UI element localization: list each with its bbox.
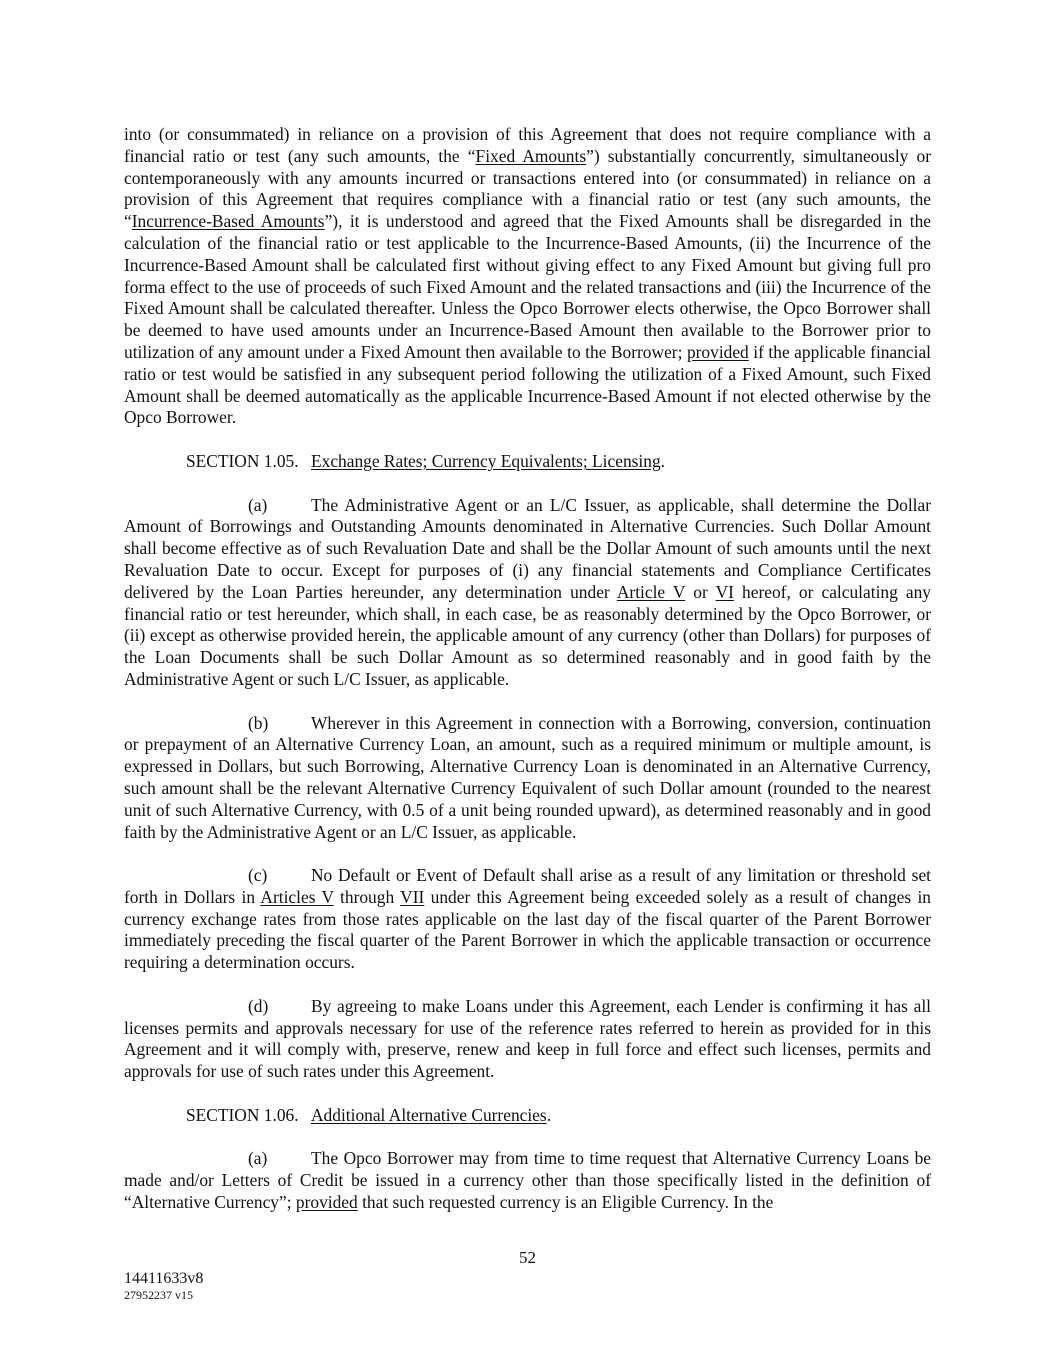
paragraph-text: By agreeing to make Loans under this Agreement, each Lender is confirming it has all licenses permits and approvals necessary for use of the reference rates referred to herein as provided for in this Agreement and it will comply with, preserve, renew and keep in full force and effect such licenses, permits and approvals for use of such rates under this Agreement.	[124, 995, 931, 1082]
paragraph-text: The Administrative Agent or an L/C Issuer, as applicable, shall determine the Dollar Amount of Borrowings and Outstanding Amounts denominated in Alternative Currencies. Such Dollar Amount shall become effective as of such Revaluation Date and shall be the Dollar Amount of such amounts until the next Revaluation Date to occur. Except for purposes of (i) any financial statements and Compliance Certificates delivered by the Loan Parties hereunder, any determination under	[124, 494, 931, 602]
paragraph-label: (c)	[248, 865, 268, 886]
paragraph-text: or	[685, 581, 716, 602]
paragraph-text: No Default or Event of Default shall arise as a result of any limitation or threshold set forth in Dollars in	[124, 865, 931, 907]
paragraph-1-05-d	[124, 996, 931, 1083]
section-number: SECTION 1.06.	[186, 1104, 299, 1125]
paragraph-1-05-b	[124, 713, 931, 844]
paragraph-label: (a)	[248, 494, 268, 515]
section-title-period: .	[546, 1104, 552, 1125]
section-title-period: .	[660, 450, 665, 471]
document-id-primary: 14411633v8	[124, 1270, 204, 1287]
paragraph-1-05-a	[124, 495, 931, 691]
page-number: 52	[519, 1248, 536, 1267]
paragraph-label: (b)	[248, 712, 269, 733]
paragraph-1-05-c	[124, 865, 931, 974]
defined-term-fixed-amounts: Fixed Amounts	[475, 145, 587, 166]
paragraph-text: through	[333, 886, 401, 907]
paragraph-label: (d)	[248, 995, 269, 1016]
section-number: SECTION 1.05.	[186, 450, 299, 471]
paragraph-label: (a)	[248, 1148, 268, 1169]
cross-reference-vi: VI	[715, 581, 734, 602]
paragraph-text: The Opco Borrower may from time to time request that Alternative Currency Loans be made and/or Letters of Credit be issued in a currency other than those specifically listed in the definition of “Alternative Currency”;	[124, 1148, 931, 1213]
paragraph-1-06-a	[124, 1148, 931, 1213]
section-1-06-heading	[124, 1105, 931, 1127]
cross-reference-articles-v: Articles V	[260, 886, 334, 907]
intro-paragraph	[124, 124, 931, 429]
paragraph-text: that such requested currency is an Eligible Currency. In the	[357, 1192, 774, 1213]
document-id-secondary: 27952237 v15	[124, 1288, 193, 1302]
section-title: Exchange Rates; Currency Equivalents; Licensing	[311, 450, 661, 471]
paragraph-text: into (or consummated) in reliance on a provision of this Agreement that does not require compliance with a financial ratio or test (any such amounts, the “	[124, 124, 931, 166]
cross-reference-article-v: Article V	[616, 581, 686, 602]
paragraph-text: if the applicable financial ratio or test would be satisfied in any subsequent period following the utilization of a Fixed Amount, such Fixed Amount shall be deemed automatically as the applicable Incurrence-Based Amount if not elected otherwise by the Opco Borrower.	[124, 341, 931, 428]
paragraph-text: under this Agreement being exceeded solely as a result of changes in currency exchange rates from those rates applicable on the last day of the fiscal quarter of the Parent Borrower immediately preceding the fiscal quarter of the Parent Borrower in which the applicable transaction or occurrence requiring a determination occurs.	[124, 886, 931, 973]
section-title: Additional Alternative Currencies	[311, 1104, 547, 1125]
paragraph-text: hereof, or calculating any financial ratio or test hereunder, which shall, in each case, be as reasonably determined by the Opco Borrower, or (ii) except as otherwise provided herein, the applicable amount of any currency (other than Dollars) for purposes of the Loan Documents shall be such Dollar Amount as so determined reasonably and in good faith by the Administrative Agent or such L/C Issuer, as applicable.	[124, 581, 932, 689]
paragraph-text: ”), it is understood and agreed that the Fixed Amounts shall be disregarded in the calculation of the financial ratio or test applicable to the Incurrence-Based Amounts, (ii) the Incurrence of the Incurrence-Based Amount shall be calculated first without giving effect to any Fixed Amount but giving full pro forma effect to the use of proceeds of such Fixed Amount and the related transactions and (iii) the Incurrence of the Fixed Amount shall be calculated thereafter. Unless the Opco Borrower elects otherwise, the Opco Borrower shall be deemed to have used amounts under an Incurrence-Based Amount then available to the Borrower prior to utilization of any amount under a Fixed Amount then available to the Borrower;	[124, 211, 931, 362]
paragraph-text: ”) substantially concurrently, simultaneously or contemporaneously with any amounts incurred or transactions entered into (or consummated) in reliance on a provision of this Agreement that requires compliance with a financial ratio or test (any such amounts, the “	[124, 145, 931, 232]
provided-term: provided	[686, 341, 749, 362]
page-body	[124, 124, 931, 1214]
paragraph-text: Wherever in this Agreement in connection with a Borrowing, conversion, continuation or prepayment of an Alternative Currency Loan, an amount, such as a required minimum or multiple amount, is expressed in Dollars, but such Borrowing, Alternative Currency Loan is denominated in an Alternative Currency, such amount shall be the relevant Alternative Currency Equivalent of such Dollar amount (rounded to the nearest unit of such Alternative Currency, with 0.5 of a unit being rounded upward), as determined reasonably and in good faith by the Administrative Agent or an L/C Issuer, as applicable.	[124, 712, 931, 842]
defined-term-incurrence-based-amounts: Incurrence-Based Amounts	[131, 211, 325, 232]
cross-reference-vii: VII	[400, 886, 425, 907]
section-1-05-heading	[124, 451, 931, 473]
provided-term: provided	[295, 1192, 358, 1213]
